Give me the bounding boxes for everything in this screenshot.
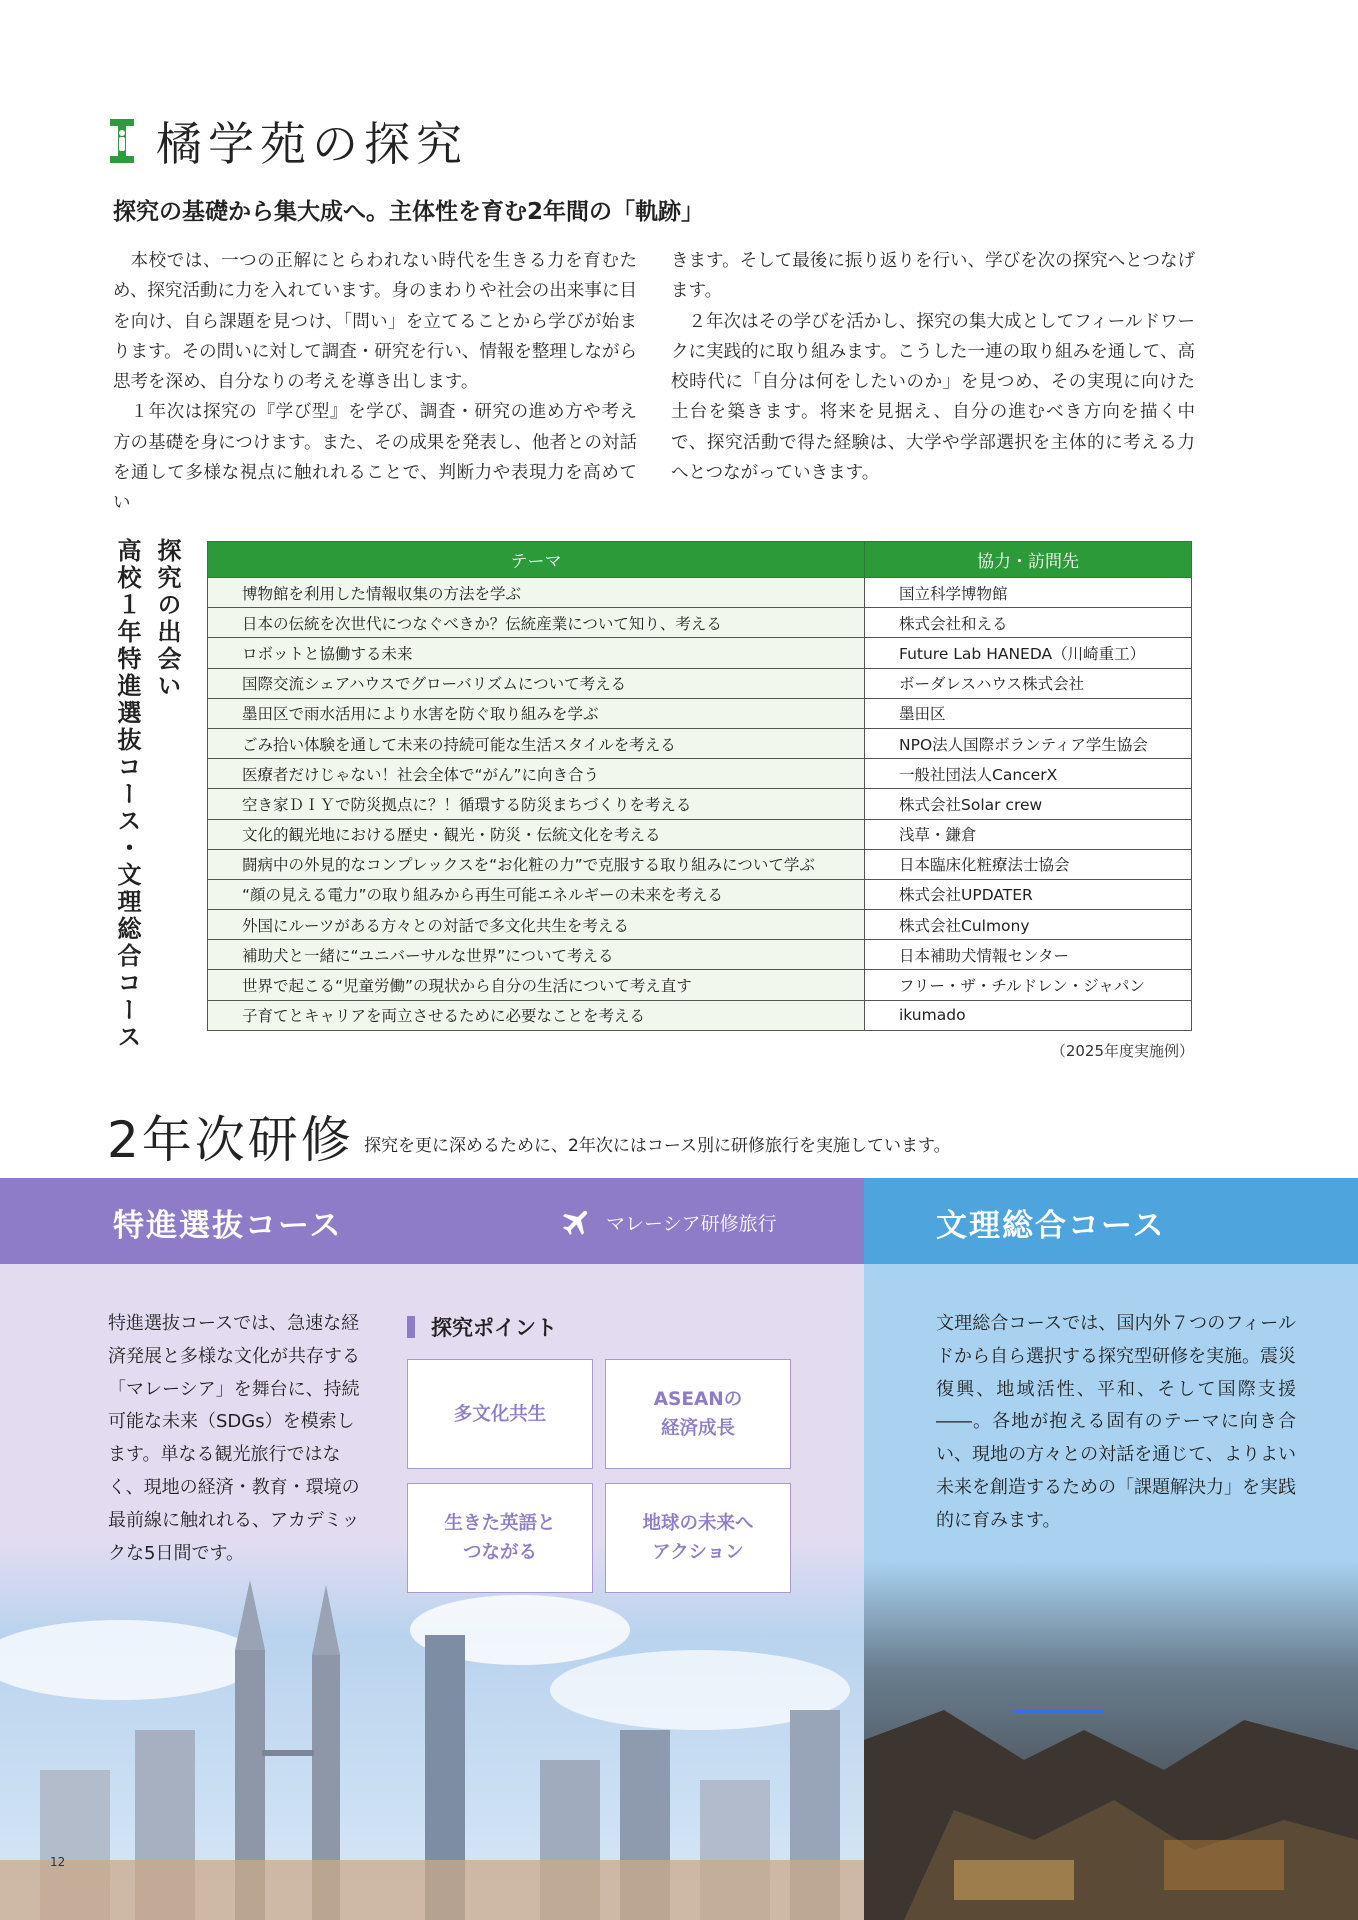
table-row	[208, 759, 1192, 789]
point-card	[407, 1359, 593, 1469]
course-a-panel	[0, 1264, 864, 1920]
theme-cell: 文化的観光地における歴史・観光・防災・伝統文化を考える	[208, 819, 865, 849]
point-label-line: 経済成長	[660, 1418, 735, 1439]
intro-paragraph: きます。そして最後に振り返りを行い、学びを次の探究へとつなげます。	[671, 251, 1195, 302]
point-label-line: 多文化共生	[453, 1403, 547, 1425]
point-card	[605, 1483, 791, 1593]
partner-cell: 墨田区	[865, 698, 1192, 728]
course-b-panel	[864, 1264, 1358, 1920]
point-label-line: アクション	[652, 1542, 744, 1563]
table-row	[208, 668, 1192, 698]
course-a-title: 特進選抜コース	[113, 1208, 343, 1244]
table-row	[208, 638, 1192, 668]
night-town-image	[864, 1560, 1358, 1920]
course-b-description: 文理総合コースでは、国内外７つのフィールドから自ら選択する探究型研修を実施。震災復興、地域活性、平和、そして国際支援――。各地が抱える固有のテーマに向き合い、現地の方々との対話を通じて、よりよい未来を創造するための「課題解決力」を実践的に育みます。	[936, 1313, 1296, 1531]
column-header-partner: 協力・訪問先	[865, 542, 1192, 578]
intro-paragraph: ２年次はその学びを活かし、探究の集大成としてフィールドワークに実践的に取り組みます。こうした一連の取り組みを通して、高校時代に「自分は何をしたいのか」を見つめ、その実現に向けた土台を築きます。将来を見据え、自分の進むべき方向を描く中で、探究活動で得た経験は、大学や学部選択を主体的に考える力へとつながっていきます。	[671, 311, 1195, 484]
table-row	[208, 819, 1192, 849]
section-lead: 探究を更に深めるために、2年次にはコース別に研修旅行を実施しています。	[364, 1136, 951, 1156]
course-b-title: 文理総合コース	[936, 1208, 1166, 1244]
partner-cell: Future Lab HANEDA（川崎重工）	[865, 638, 1192, 668]
point-card	[605, 1359, 791, 1469]
page-heading	[110, 108, 468, 174]
intro-column-right	[671, 246, 1195, 488]
intro-paragraph: １年次は探究の『学び型』を学び、調査・研究の進め方や考え方の基礎を身につけます。また、その成果を発表し、他者との対話を通して多様な視点に触れれることで、判断力や表現力を高めてい	[113, 402, 637, 514]
theme-cell: 国際交流シェアハウスでグローバリズムについて考える	[208, 668, 865, 698]
table-row	[208, 1000, 1192, 1030]
table-row	[208, 849, 1192, 879]
point-label-line: 生きた英語と	[444, 1513, 556, 1534]
table-section-label: 探究の出会い	[153, 538, 181, 700]
partner-cell: 一般社団法人CancerX	[865, 759, 1192, 789]
table-row	[208, 879, 1192, 909]
partner-cell: 浅草・鎌倉	[865, 819, 1192, 849]
theme-cell: 墨田区で雨水活用により水害を防ぐ取り組みを学ぶ	[208, 698, 865, 728]
point-label-line: 地球の未来へ	[642, 1513, 754, 1534]
course-b-header	[864, 1178, 1358, 1264]
partner-cell: 国立科学博物館	[865, 578, 1192, 608]
theme-cell: 世界で起こる“児童労働”の現状から自分の生活について考え直す	[208, 970, 865, 1000]
airplane-icon	[560, 1205, 594, 1239]
partner-cell: 日本臨床化粧療法士協会	[865, 849, 1192, 879]
theme-cell: ごみ拾い体験を通して未来の持続可能な生活スタイルを考える	[208, 728, 865, 758]
theme-cell: 日本の伝統を次世代につなぐべきか？伝統産業について知り、考える	[208, 608, 865, 638]
table-row	[208, 910, 1192, 940]
table-section-course-label: 高校１年特進選抜コース・文理総合コース	[113, 538, 141, 1051]
theme-cell: 医療者だけじゃない！社会全体で“がん”に向き合う	[208, 759, 865, 789]
theme-cell: ロボットと協働する未来	[208, 638, 865, 668]
theme-cell: 子育てとキャリアを両立させるために必要なことを考える	[208, 1000, 865, 1030]
trip-label-text: マレーシア研修旅行	[606, 1212, 777, 1235]
table-row	[208, 608, 1192, 638]
page-title: 橘学苑の探究	[156, 117, 468, 171]
theme-cell: 外国にルーツがある方々との対話で多文化共生を考える	[208, 910, 865, 940]
page-number: 12	[50, 1855, 66, 1869]
intro-paragraph: 本校では、一つの正解にとらわれない時代を生きる力を育むため、探究活動に力を入れています。身のまわりや社会の出来事に目を向け、自ら課題を見つけ、「問い」を立てることから学びが始まります。その問いに対して調査・研究を行い、情報を整理しながら思考を深め、自分なりの考えを導き出します。	[113, 251, 637, 393]
point-label-line: つながる	[462, 1542, 537, 1563]
point-label-line: ASEANの	[653, 1389, 743, 1410]
partner-cell: NPO法人国際ボランティア学生協会	[865, 728, 1192, 758]
partner-cell: ikumado	[865, 1000, 1192, 1030]
theme-cell: “顔の見える電力”の取り組みから再生可能エネルギーの未来を考える	[208, 879, 865, 909]
point-card	[407, 1483, 593, 1593]
partner-cell: 株式会社Solar crew	[865, 789, 1192, 819]
heading-marker	[407, 1316, 415, 1338]
table-row	[208, 970, 1192, 1000]
table-header-row	[208, 542, 1192, 578]
trip-label	[560, 1205, 777, 1239]
course-a-description: 特進選抜コースでは、急速な経済発展と多様な文化が共存する「マレーシア」を舞台に、持続可能な未来（SDGs）を模索します。単なる観光旅行ではなく、現地の経済・教育・環境の最前線に触れれる、アカデミックな5日間です。	[108, 1313, 360, 1564]
theme-cell: 博物館を利用した情報収集の方法を学ぶ	[208, 578, 865, 608]
course-a-header	[0, 1178, 864, 1264]
partner-cell: フリー・ザ・チルドレン・ジャパン	[865, 970, 1192, 1000]
tachibana-logo-icon	[110, 117, 136, 165]
theme-cell: 補助犬と一緒に“ユニバーサルな世界”について考える	[208, 940, 865, 970]
table-row	[208, 698, 1192, 728]
points-heading-text: 探究ポイント	[431, 1316, 557, 1340]
points-heading	[407, 1312, 557, 1342]
theme-cell: 空き家ＤＩＹで防災拠点に？！循環する防災まちづくりを考える	[208, 789, 865, 819]
column-header-theme: テーマ	[208, 542, 865, 578]
partner-cell: 日本補助犬情報センター	[865, 940, 1192, 970]
page-subtitle: 探究の基礎から集大成へ。主体性を育む2年間の「軌跡」	[113, 199, 705, 225]
partner-cell: 株式会社Culmony	[865, 910, 1192, 940]
section-title: 2年次研修	[107, 1111, 354, 1169]
kuala-lumpur-skyline-image	[0, 1540, 864, 1920]
partner-cell: 株式会社UPDATER	[865, 879, 1192, 909]
theme-table	[207, 541, 1192, 1031]
table-note: （2025年度実施例）	[1050, 1042, 1194, 1060]
table-row	[208, 578, 1192, 608]
table-row	[208, 728, 1192, 758]
theme-cell: 闘病中の外見的なコンプレックスを“お化粧の力”で克服する取り組みについて学ぶ	[208, 849, 865, 879]
intro-column-left	[113, 246, 637, 519]
partner-cell: 株式会社和える	[865, 608, 1192, 638]
table-row	[208, 789, 1192, 819]
partner-cell: ボーダレスハウス株式会社	[865, 668, 1192, 698]
table-row	[208, 940, 1192, 970]
